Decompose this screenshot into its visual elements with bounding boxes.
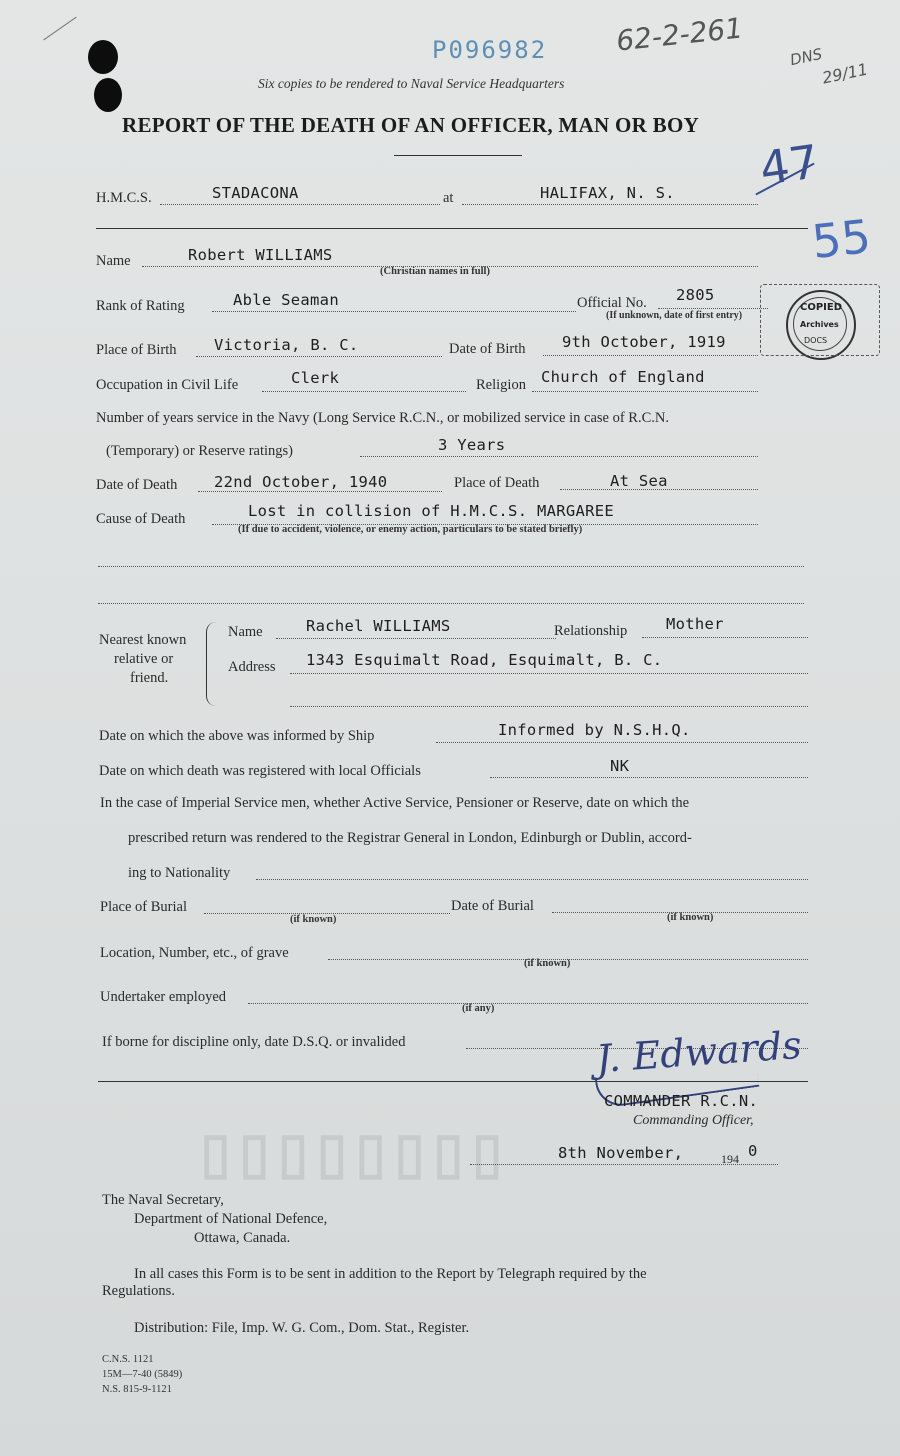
cause-label: Cause of Death (96, 511, 186, 527)
dod-value: 22nd October, 1940 (214, 473, 388, 491)
footer-note-line-2: Regulations. (102, 1283, 175, 1299)
form-title: REPORT OF THE DEATH OF AN OFFICER, MAN OR BOY (122, 113, 700, 137)
title-underline (394, 155, 522, 156)
nok-relationship-label: Relationship (554, 623, 628, 639)
cause-extra-dots-2 (98, 603, 804, 604)
occupation-label: Occupation in Civil Life (96, 377, 239, 393)
punch-hole-bottom (94, 78, 122, 112)
service-dots (360, 456, 758, 457)
addressee-line-2: Department of National Defence, (134, 1211, 328, 1227)
dob-dots (543, 355, 758, 356)
religion-dots (532, 391, 758, 392)
addressee-line-1: The Naval Secretary, (102, 1192, 224, 1208)
at-value: HALIFAX, N. S. (540, 184, 675, 202)
nok-name-dots (276, 638, 556, 639)
punch-hole-top (88, 40, 118, 74)
informed-label: Date on which the above was informed by Ship (99, 728, 375, 744)
hmcs-value: STADACONA (212, 184, 299, 202)
religion-label: Religion (476, 377, 526, 393)
discipline-label: If borne for discipline only, date D.S.Q. or invalided (102, 1034, 406, 1050)
imperial-line-2: prescribed return was rendered to the Registrar General in London, Edinburgh or Dublin, accord- (128, 830, 692, 846)
blue-mark-47: 47 (756, 134, 823, 196)
nok-group-label-2: relative or (114, 651, 174, 667)
rank-value: Able Seaman (233, 291, 339, 309)
nok-name-label: Name (228, 624, 263, 640)
cause-value: Lost in collision of H.M.C.S. MARGAREE (248, 502, 615, 520)
rank-label: Rank of Rating (96, 298, 185, 314)
cause-extra-dots-1 (98, 566, 804, 567)
undertaker-hint: (if any) (462, 1003, 495, 1014)
name-label: Name (96, 253, 131, 269)
imperial-line-1: In the case of Imperial Service men, whether Active Service, Pensioner or Reserve, date on which the (100, 795, 690, 811)
imperial-line-3: ing to Nationality (128, 865, 231, 881)
nok-group-label-3: friend. (130, 670, 169, 686)
dod-label: Date of Death (96, 477, 178, 493)
signature-year-prefix: 194 (721, 1152, 739, 1166)
nok-address-dots (290, 673, 808, 674)
signature-date-value: 8th November, (558, 1144, 684, 1162)
undertaker-label: Undertaker employed (100, 989, 227, 1005)
service-label-line2: (Temporary) or Reserve ratings) (106, 443, 294, 459)
nok-address-extra-dots (290, 706, 808, 707)
at-dots (462, 204, 758, 205)
stamp-dashed-frame (760, 284, 880, 356)
informed-dots (436, 742, 808, 743)
reverse-bleed-through: ▯▯▯▯▯▯▯▯ (200, 1121, 511, 1184)
service-label-line1: Number of years service in the Navy (Long Service R.C.N., or mobilized service in case of R.C.N. (96, 410, 669, 426)
dob-value: 9th October, 1919 (562, 333, 726, 351)
rank-dots (212, 311, 576, 312)
name-value: Robert WILLIAMS (188, 246, 333, 264)
document-number: P096982 (432, 36, 548, 64)
official-no-dots (658, 308, 768, 309)
registered-label: Date on which death was registered with local Officials (99, 763, 421, 779)
registered-value: NK (610, 757, 630, 775)
signatory-rank: COMMANDER R.C.N. (604, 1092, 759, 1110)
burial-place-label: Place of Burial (100, 899, 187, 915)
pod-label: Place of Death (454, 475, 540, 491)
form-code-3: N.S. 815-9-1121 (102, 1384, 172, 1395)
dob-label: Date of Birth (449, 341, 526, 357)
header-rule (96, 228, 808, 229)
signatory-title: Commanding Officer, (633, 1113, 754, 1128)
stamp-bottom-text: DOCS (804, 336, 828, 345)
pencil-note-date: 29/11 (820, 59, 870, 88)
stamp-top-text: COPIED (800, 302, 843, 313)
form-instruction: Six copies to be rendered to Naval Service Headquarters (258, 76, 565, 91)
hmcs-dots (160, 204, 440, 205)
official-no-value: 2805 (676, 286, 715, 304)
distribution-list: Distribution: File, Imp. W. G. Com., Dom. Stat., Register. (134, 1320, 470, 1336)
commanding-officer-signature: J. Edwards (594, 1022, 803, 1082)
hmcs-label: H.M.C.S. (96, 190, 152, 206)
footer-note-line-1: In all cases this Form is to be sent in addition to the Report by Telegraph required by the (134, 1266, 647, 1282)
grave-hint: (if known) (524, 958, 571, 969)
cause-hint: (If due to accident, violence, or enemy action, particulars to be stated briefly) (238, 524, 583, 535)
addressee-line-3: Ottawa, Canada. (194, 1230, 291, 1246)
burial-date-hint: (if known) (667, 912, 714, 923)
corner-scratch (43, 17, 76, 41)
at-label: at (443, 190, 454, 206)
religion-value: Church of England (541, 368, 705, 386)
undertaker-dots (248, 1003, 808, 1004)
form-code-2: 15M—7-40 (5849) (102, 1369, 183, 1380)
pod-value: At Sea (610, 472, 668, 490)
pob-label: Place of Birth (96, 342, 177, 358)
imperial-dots (256, 879, 808, 880)
informed-value: Informed by N.S.H.Q. (498, 721, 691, 739)
blue-mark-55: 55 (809, 209, 874, 269)
service-value: 3 Years (438, 436, 506, 454)
pob-value: Victoria, B. C. (214, 336, 359, 354)
nok-group-label-1: Nearest known (99, 632, 187, 648)
pencil-reference: 62-2-261 (614, 11, 745, 58)
nok-relationship-dots (642, 637, 808, 638)
nok-name-value: Rachel WILLIAMS (306, 617, 451, 635)
occupation-dots (262, 391, 466, 392)
burial-place-hint: (if known) (290, 914, 337, 925)
dod-dots (198, 491, 442, 492)
name-hint: (Christian names in full) (380, 266, 490, 277)
registered-dots (490, 777, 808, 778)
nok-address-label: Address (228, 659, 276, 675)
nok-address-value: 1343 Esquimalt Road, Esquimalt, B. C. (306, 651, 663, 669)
occupation-value: Clerk (291, 369, 340, 387)
nok-relationship-value: Mother (666, 615, 724, 633)
form-code-1: C.N.S. 1121 (102, 1354, 154, 1365)
official-no-hint: (If unknown, date of first entry) (606, 310, 743, 321)
nok-brace (206, 622, 217, 706)
burial-date-label: Date of Burial (451, 898, 534, 914)
grave-label: Location, Number, etc., of grave (100, 945, 289, 961)
pob-dots (196, 356, 442, 357)
pencil-note-dns: DNS (788, 44, 824, 70)
stamp-middle-text: Archives (800, 320, 839, 329)
signature-year-suffix: 0 (748, 1142, 758, 1160)
official-no-label: Official No. (577, 295, 647, 311)
